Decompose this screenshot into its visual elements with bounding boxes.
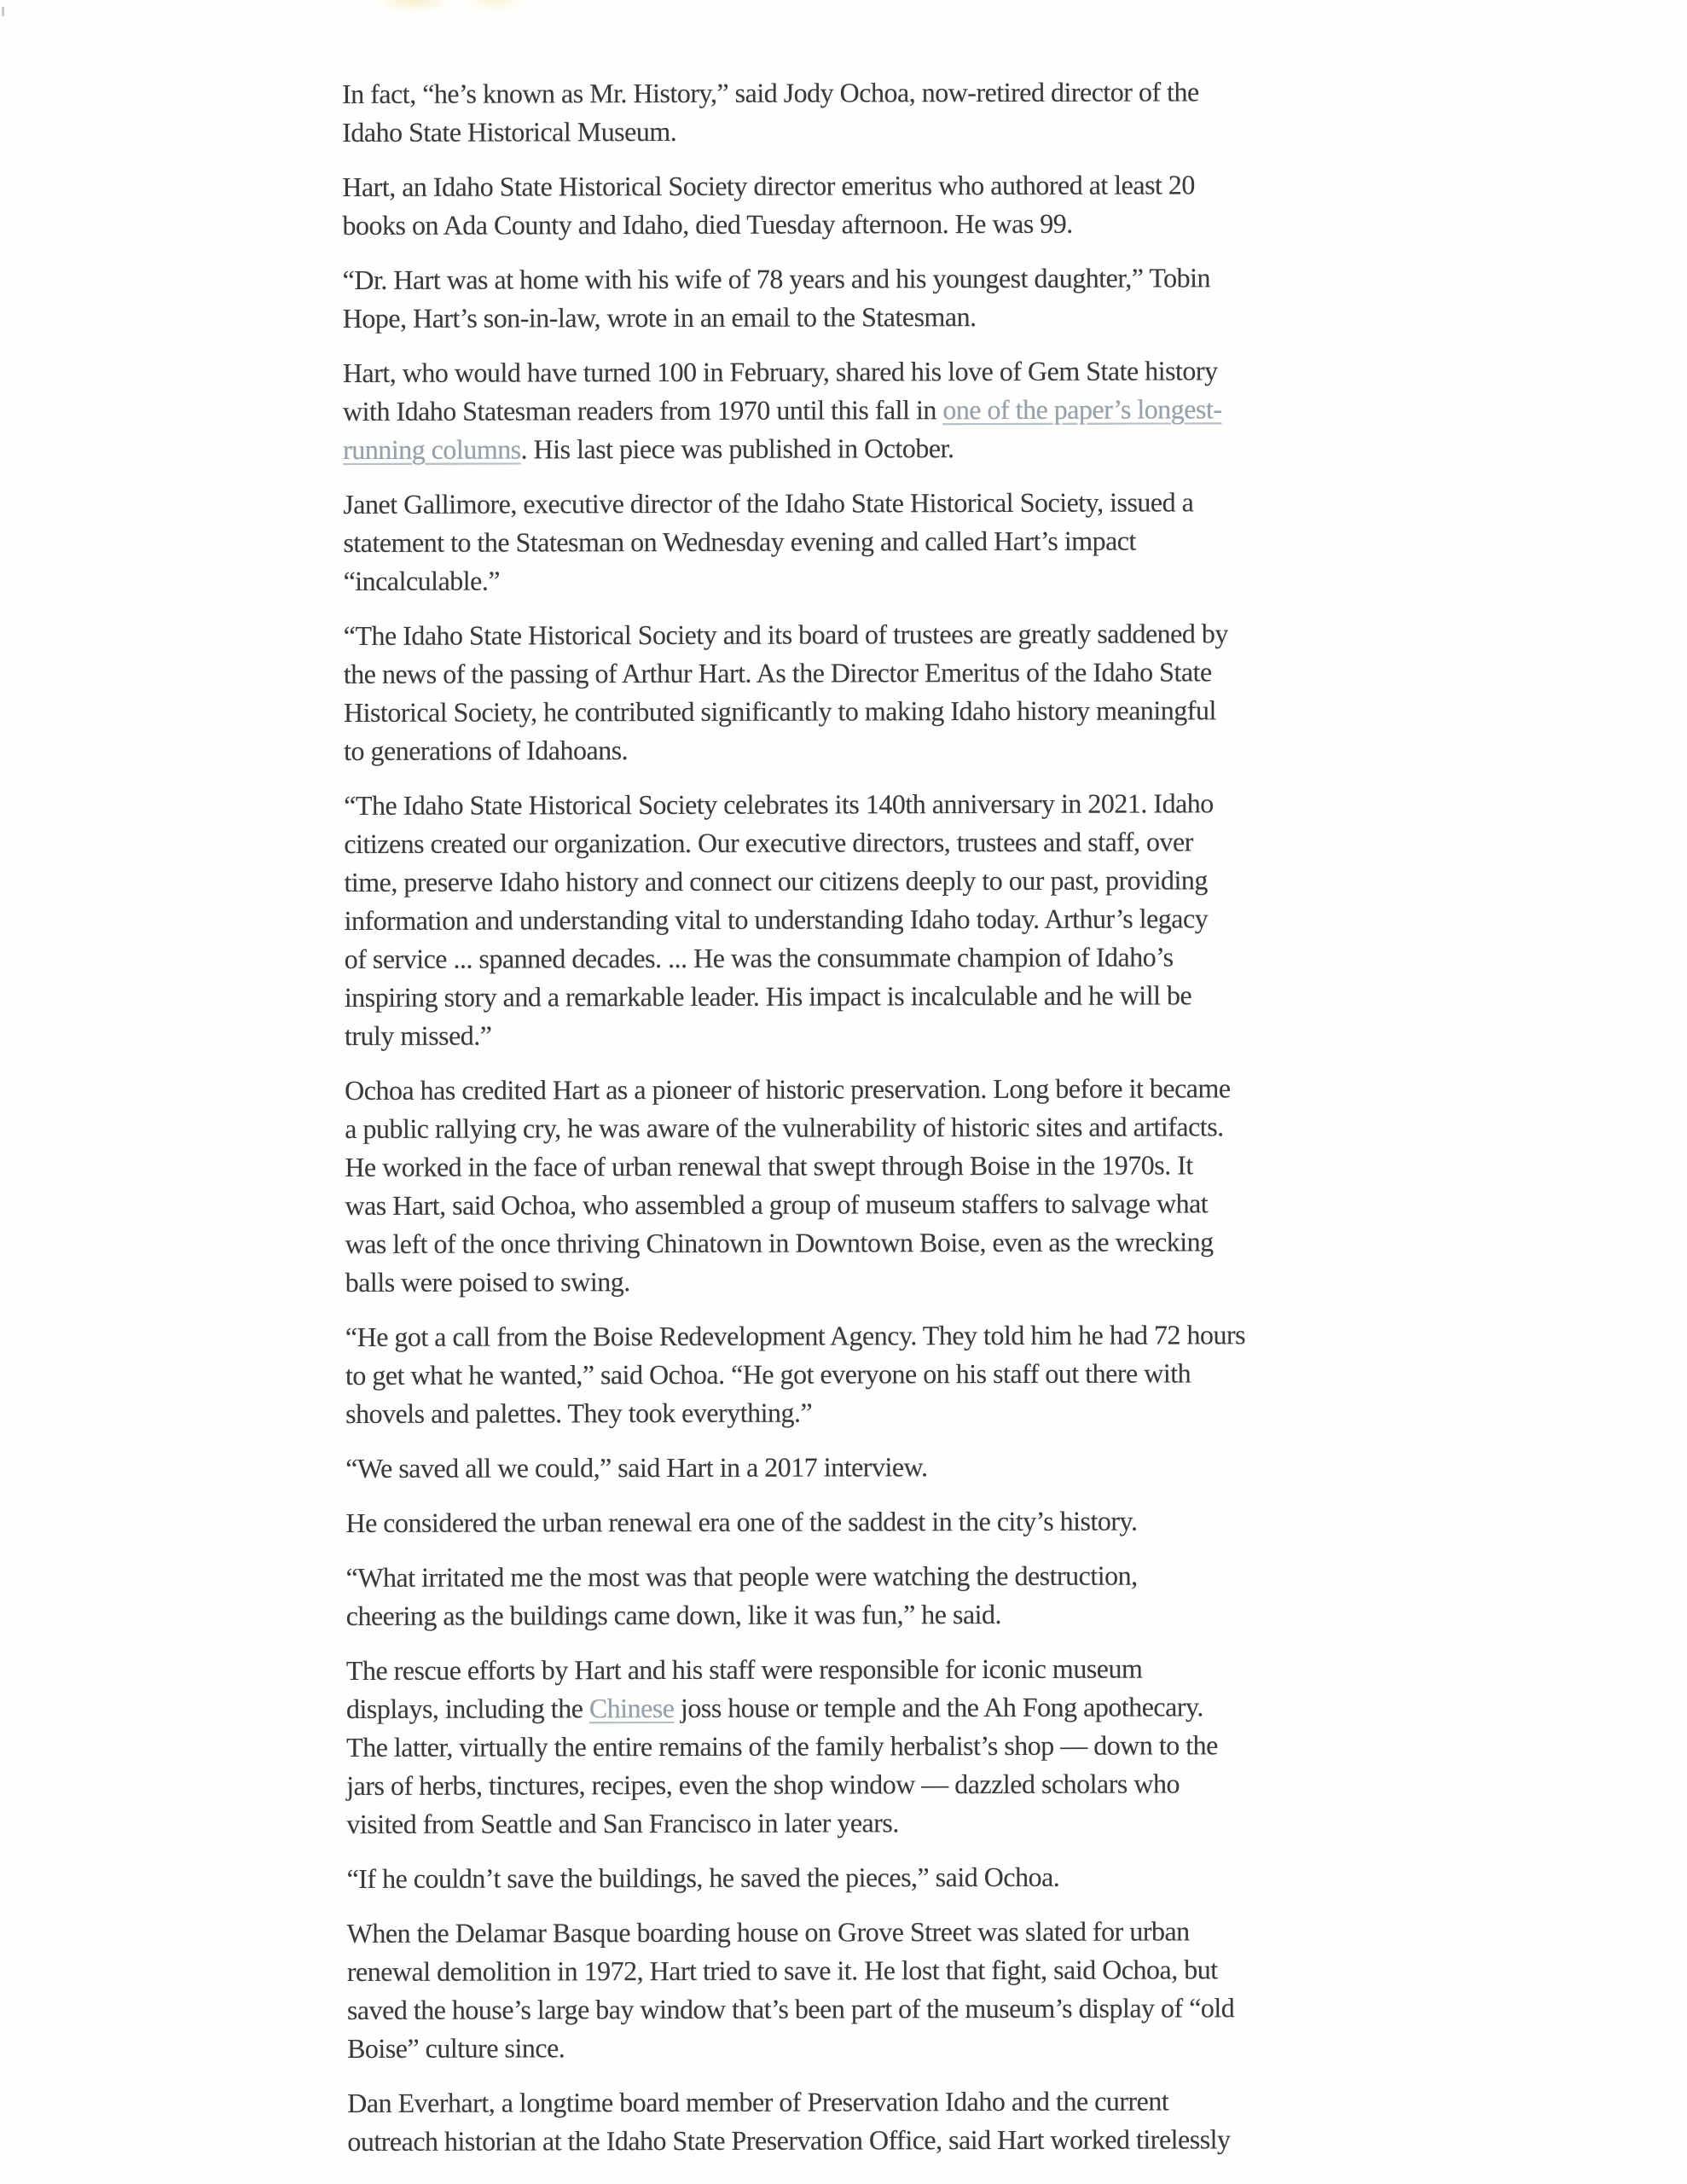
text-segment: When the Delamar Basque boarding house on Grove Street was slated for urban renewal demolition in 1972, Hart tried to save it. He lost that fight, said Ochoa, but saved the house’s large bay window that’s been part of the museum’s display of “old Boise” culture since. bbox=[346, 1915, 1235, 2064]
text-segment: “The Idaho State Historical Society celebrates its 140th anniversary in 2021. Idaho citizens created our organization. Our executive directors, trustees and staff, over time, preserve Idaho history and connect our citizens deeply to our past, providing information and understanding vital to understanding Idaho today. Arthur’s legacy of service ... spanned decades. ... He was the consummate champion of Idaho’s inspiring story and a remarkable leader. His impact is incalculable and he will be truly missed.” bbox=[344, 787, 1214, 1051]
paragraph bbox=[343, 351, 1383, 469]
paragraph bbox=[345, 1069, 1386, 1302]
paragraph bbox=[346, 1857, 1387, 1898]
article-link[interactable]: one of the paper’s longest- running columns bbox=[343, 393, 1222, 465]
text-segment: The rescue efforts by Hart and his staff were responsible for iconic museum displays, including the bbox=[345, 1653, 1143, 1724]
paragraph bbox=[343, 258, 1383, 338]
paragraph bbox=[345, 1447, 1386, 1488]
paragraph bbox=[346, 1556, 1387, 1635]
text-segment: Hart, who would have turned 100 in February, shared his love of Gem State history with Idaho Statesman readers from 1970 until this fall in bbox=[342, 355, 1218, 427]
scan-smudge bbox=[465, 0, 525, 12]
text-segment: “What irritated me the most was that people were watching the destruction, cheering as the buildings came down, like it was fun,” he said. bbox=[345, 1560, 1138, 1631]
scan-artifact-tick bbox=[2, 7, 4, 16]
text-segment: “If he couldn’t save the buildings, he saved the pieces,” said Ochoa. bbox=[346, 1861, 1060, 1894]
text-segment: “The Idaho State Historical Society and its board of trustees are greatly saddened by the news of the passing of Arthur Hart. As the Director Emeritus of the Idaho State Historical Society, he contributed significantly to making Idaho history meaningful to generations of Idahoans. bbox=[343, 618, 1228, 766]
text-segment: Ochoa has credited Hart as a pioneer of historic preservation. Long before it became a public rallying cry, he was aware of the vulnerability of historic sites and artifacts. He worked in the face of urban renewal that swept through Boise in the 1970s. It was Hart, said Ochoa, who assembled a group of museum staffers to salvage what was left of the once thriving Chinatown in Downtown Boise, even as the wrecking balls were poised to swing. bbox=[345, 1072, 1231, 1298]
paragraph bbox=[347, 2082, 1388, 2161]
text-segment: “Dr. Hart was at home with his wife of 78 years and his youngest daughter,” Tobin Hope, Hart’s son-in-law, wrote in an email to the Statesman. bbox=[342, 262, 1211, 334]
scan-smudge bbox=[375, 0, 452, 12]
text-segment: Janet Gallimore, executive director of the Idaho State Historical Society, issued a statement to the Statesman on Wednesday evening and called Hart’s impact “incalculable.” bbox=[343, 486, 1194, 596]
text-segment: Hart, an Idaho State Historical Society director emeritus who authored at least 20 books on Ada County and Idaho, died Tuesday afternoon. He was 99. bbox=[342, 169, 1195, 241]
article-body bbox=[342, 73, 1388, 2177]
paragraph bbox=[343, 483, 1383, 601]
text-segment: “We saved all we could,” said Hart in a 2017 interview. bbox=[345, 1451, 928, 1484]
text-segment: Dan Everhart, a longtime board member of Preservation Idaho and the current outreach historian at the Idaho State Preservation Office, said Hart worked tirelessly bbox=[347, 2085, 1231, 2157]
text-segment: joss house or temple and the Ah Fong apothecary. The latter, virtually the entire remains of the family herbalist’s shop — down to the jars of herbs, tinctures, recipes, even the shop window — dazzled scholars who visited from Seattle and San Francisco in later years. bbox=[346, 1691, 1218, 1839]
text-segment: In fact, “he’s known as Mr. History,” said Jody Ochoa, now-retired director of the Idaho State Historical Museum. bbox=[342, 76, 1199, 148]
text-segment: . His last piece was published in October. bbox=[520, 433, 954, 465]
paragraph bbox=[344, 784, 1385, 1055]
paragraph bbox=[347, 1912, 1388, 2068]
paragraph bbox=[344, 614, 1384, 770]
paragraph bbox=[345, 1502, 1386, 1542]
paragraph bbox=[346, 1649, 1388, 1844]
paragraph bbox=[342, 166, 1383, 245]
article-link[interactable]: Chinese bbox=[588, 1692, 675, 1724]
text-segment: “He got a call from the Boise Redevelopment Agency. They told him he had 72 hours to get what he wanted,” said Ochoa. “He got everyone on his staff out there with shovels and palettes. They took everything.” bbox=[345, 1319, 1246, 1429]
text-segment: He considered the urban renewal era one of the saddest in the city’s history. bbox=[345, 1505, 1138, 1538]
paragraph bbox=[342, 73, 1383, 152]
paragraph bbox=[345, 1316, 1386, 1433]
